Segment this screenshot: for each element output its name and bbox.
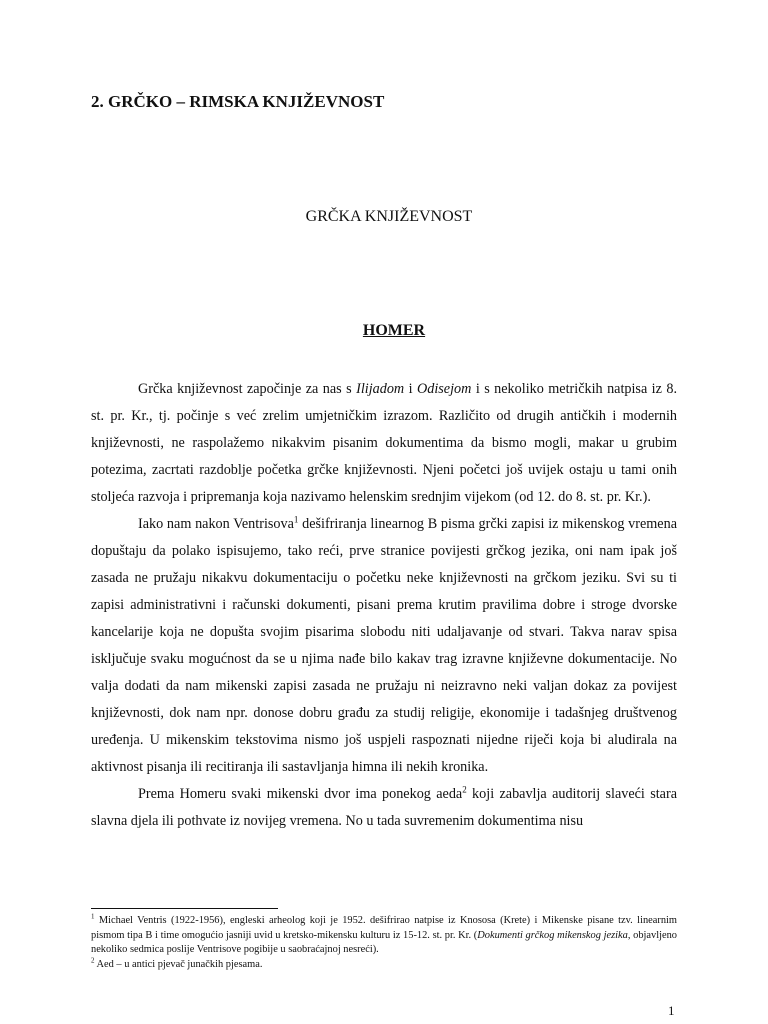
paragraph-3-text: koji zabavlja auditorij slaveći stara slavna djela ili pothvate iz novijeg vremena. No u tada suvremenim dokumentima nisu: [91, 786, 677, 829]
subsection-title: HOMER: [362, 322, 426, 339]
italic-ilijadom: Ilijadom: [356, 381, 405, 397]
footnote-1-number: 1: [91, 912, 95, 921]
footnotes: [91, 914, 677, 972]
footnote-2: [91, 958, 677, 973]
body-text: [91, 376, 677, 835]
section-title: GRČKA KNJIŽEVNOST: [305, 208, 473, 225]
footnote-1: [91, 914, 677, 958]
paragraph-2-text: dešifriranja linearnog B pisma grčki zapisi iz mikenskog vremena dopuštaju da polako ispisujemo, tako reći, prve stranice povijesti grčkog jezika, oni nam ipak još zasada ne pružaju nikakvu dokumentaciju o početku neke književnosti na grčkom jeziku. Svi su ti zapisi administrativni i računski dokumenti, pisani prema krutim pravilima dobre i stroge dvorske kancelarije koja ne dopušta svojim pisarima slobodu niti udaljavanje od stvari. Takva narav spisa isključuje svaku mogućnost da se u njima nađe bilo kakav trag izravne književne dokumentacije. No valja dodati da nam mikenski zapisi zasada ne pružaju ni neizravno neki valjan dokaz za povijest književnosti, dok nam npr. donose dobru građu za studij religije, ekonomije i tadašnjeg društvenog uređenja. U mikenskim tekstovima nismo još uspjeli raspoznati nijedne riječi koja bi aludirala na aktivnost pisanja ili recitiranja ili sastavljanja himna ili nekih kronika.: [91, 516, 677, 775]
footnote-1-italic-title: Dokumenti grčkog mikenskog jezika: [477, 929, 628, 941]
footnote-ref-1[interactable]: 1: [293, 514, 299, 525]
paragraph-1-text: Grčka književnost započinje za nas s: [138, 381, 357, 397]
italic-odisejom: Odisejom: [417, 381, 472, 397]
footnote-2-number: 2: [91, 956, 95, 965]
paragraph-2-text: Iako nam nakon Ventrisova: [138, 516, 294, 532]
footnote-1-text: Michael Ventris (1922-1956), engleski arheolog koji je 1952. dešifrirao natpise iz Knososa (Krete) i Mikenske pisane tzv. linearnim pismom tipa B i time omogućio jasniji uvid u kretsko-mikensku kulturu iz 15-12. st. pr. Kr. (: [91, 915, 677, 941]
paragraph-3-text: Prema Homeru svaki mikenski dvor ima ponekog aeda: [138, 786, 463, 802]
chapter-title: 2. GRČKO – RIMSKA KNJIŽEVNOST: [91, 92, 385, 111]
footnote-2-text: Aed – u antici pjevač junačkih pjesama.: [94, 958, 263, 970]
page-number: 1: [668, 1003, 675, 1018]
footnote-1-text: , objavljeno nekoliko sedmica poslije Ventrisove pogibije u saobraćajnoj nesreći).: [91, 929, 677, 955]
paragraph-2: [91, 511, 677, 781]
footnote-divider: [91, 908, 278, 909]
paragraph-1-text: i: [404, 381, 417, 397]
paragraph-3: [91, 781, 677, 835]
paragraph-1-text: i s nekoliko metričkih natpisa iz 8. st. pr. Kr., tj. počinje s već zrelim umjetničkim izrazom. Različito od drugih antičkih i modernih književnosti, ne raspolažemo nikakvim pisanim dokumentima da bismo mogli, makar u grubim potezima, zacrtati razdoblje početka grčke književnosti. Njeni početci još uvijek ostaju u tami onih stoljeća razvoja i pripremanja koja nazivamo helenskim srednjim vijekom (od 12. do 8. st. pr. Kr.).: [91, 381, 678, 505]
footnote-ref-2[interactable]: 2: [462, 784, 467, 795]
paragraph-1: [91, 376, 677, 511]
